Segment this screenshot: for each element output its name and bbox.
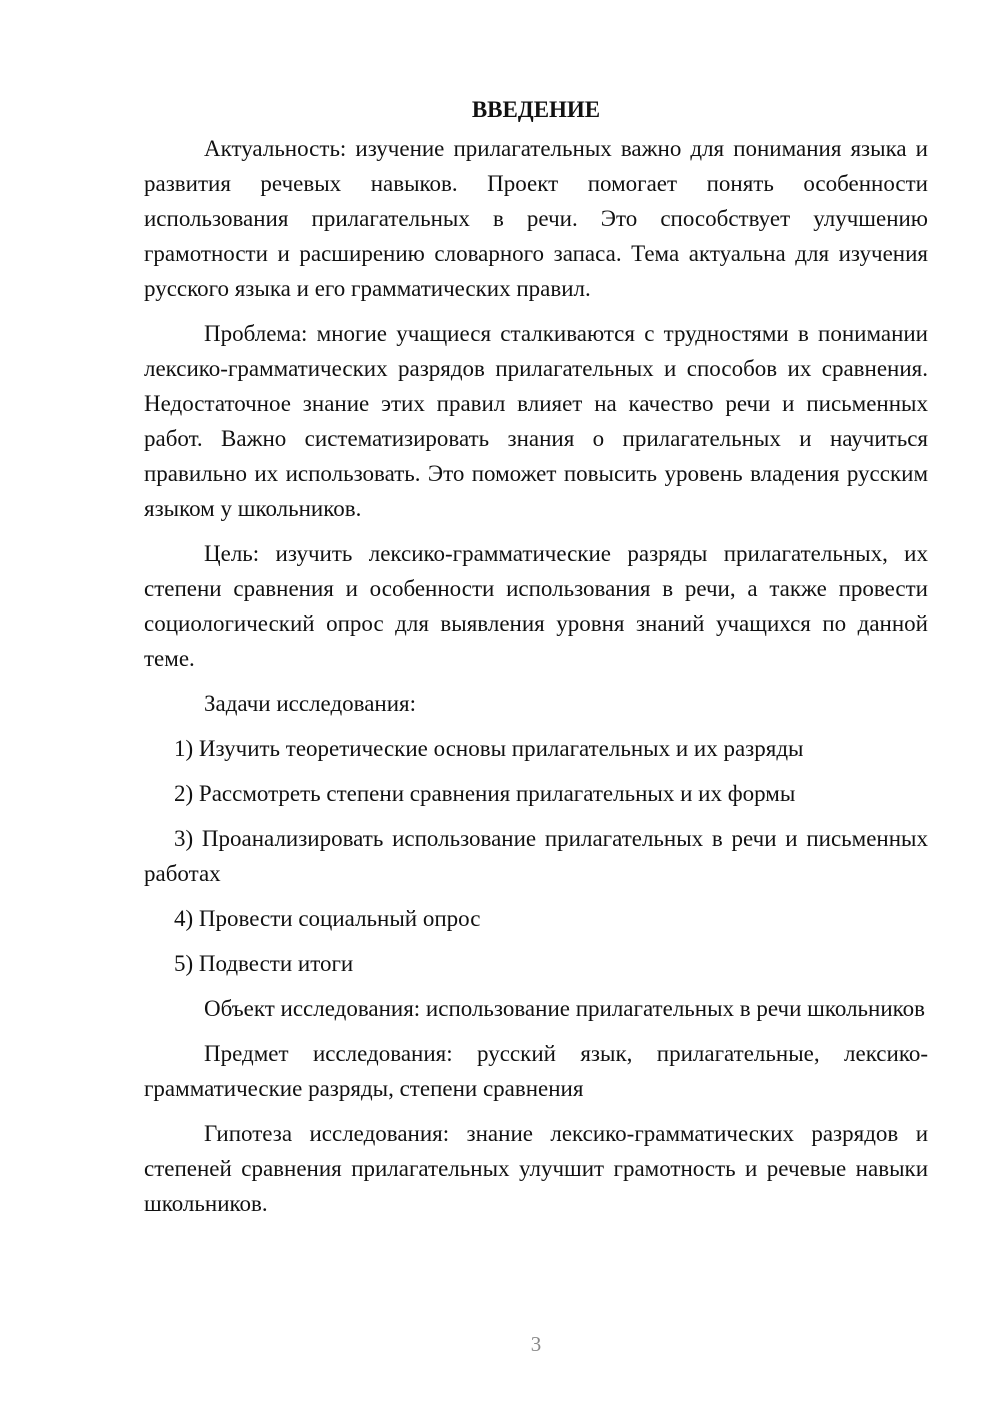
research-subject-paragraph: Предмет исследования: русский язык, прилагательные, лексико-грамматические разряды, степени сравнения bbox=[144, 1041, 928, 1101]
document-body bbox=[144, 92, 928, 1231]
problem-paragraph: Проблема: многие учащиеся сталкиваются с трудностями в понимании лексико-грамматических разрядов прилагательных и способов их сравнения. Недостаточное знание этих правил влияет на качество речи и письменных работ. Важно систематизировать знания о прилагательных и научиться правильно их использовать. Это поможет повысить уровень владения русским языком у школьников. bbox=[144, 321, 928, 521]
task-item: 5) Подвести итоги bbox=[174, 951, 354, 976]
relevance-paragraph: Актуальность: изучение прилагательных важно для понимания языка и развития речевых навыков. Проект помогает понять особенности использования прилагательных в речи. Это способствует улучшению грамотности и расширению словарного запаса. Тема актуальна для изучения русского языка и его грамматических правил. bbox=[144, 136, 928, 301]
hypothesis-paragraph: Гипотеза исследования: знание лексико-грамматических разрядов и степеней сравнения прилагательных улучшит грамотность и речевые навыки школьников. bbox=[144, 1121, 928, 1216]
task-item: 1) Изучить теоретические основы прилагательных и их разряды bbox=[174, 736, 804, 761]
research-object-paragraph: Объект исследования: использование прилагательных в речи школьников bbox=[204, 996, 926, 1021]
tasks-heading: Задачи исследования: bbox=[204, 691, 417, 716]
task-item: 2) Рассмотреть степени сравнения прилагательных и их формы bbox=[174, 781, 796, 806]
page-title: ВВЕДЕНИЕ bbox=[471, 97, 601, 122]
page-number: 3 bbox=[530, 1332, 542, 1356]
task-item: 4) Провести социальный опрос bbox=[174, 906, 481, 931]
goal-paragraph: Цель: изучить лексико-грамматические разряды прилагательных, их степени сравнения и особенности использования в речи, а также провести социологический опрос для выявления уровня знаний учащихся по данной теме. bbox=[144, 541, 928, 671]
task-item: 3) Проанализировать использование прилагательных в речи и письменных работах bbox=[144, 826, 928, 886]
